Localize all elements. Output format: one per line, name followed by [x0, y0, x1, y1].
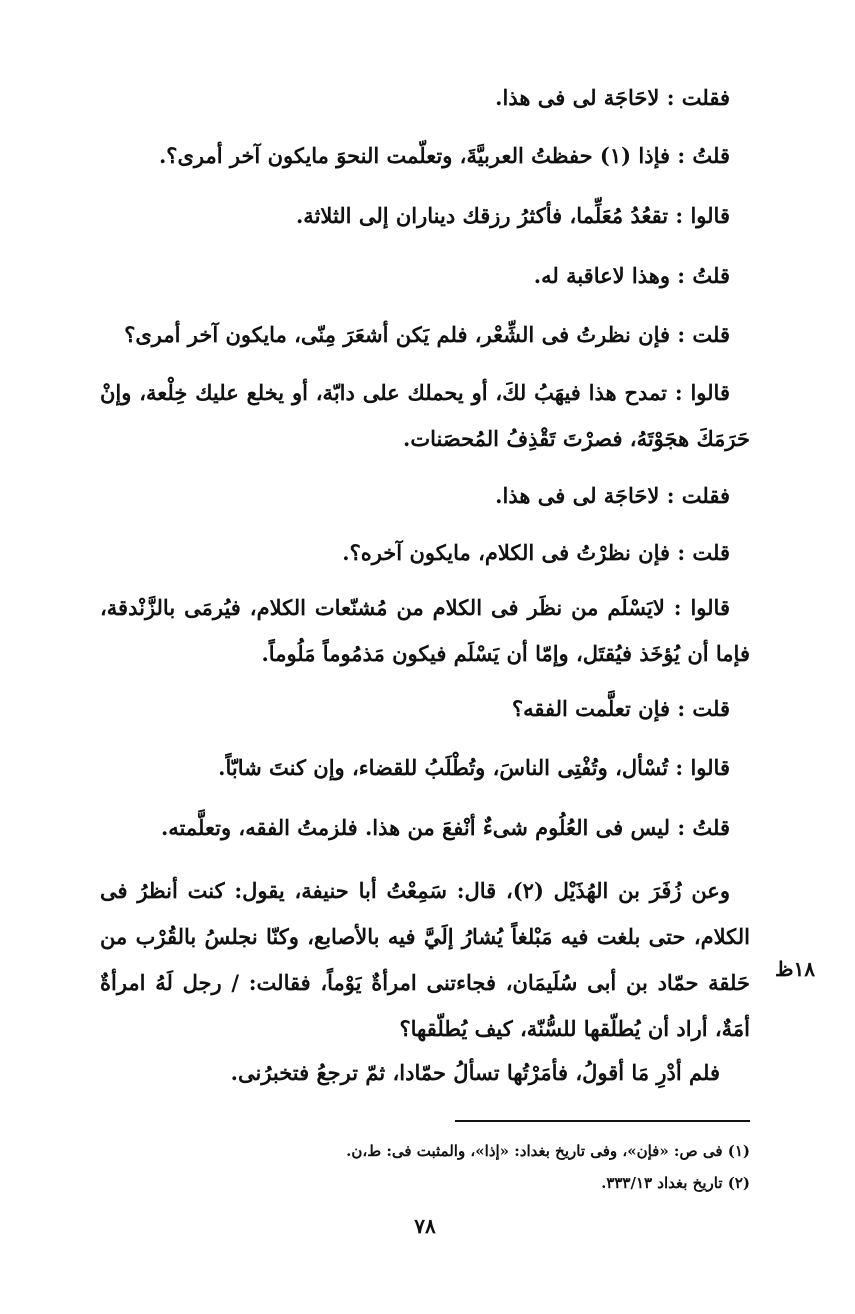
footnote: (٢) تاريخ بغداد ٣٣٣/١٣.: [601, 1174, 750, 1192]
margin-folio-note: ١٨ظ: [775, 957, 815, 981]
text-line: قلت : فإن تعلَّمت الفقه؟: [511, 696, 730, 721]
footnote-separator: [455, 1120, 750, 1122]
text-line: فقلت : لاحَاجَة لى فى هذا.: [495, 85, 730, 110]
paragraph: قالوا : تمدح هذا فيهَبُ لكَ، أو يحملك على دابّة، أو يخلع عليك خِلْعة، وإنْ حَرَمَكَ هجَوْتَهُ، فصرْتَ تَقْذِفُ المُحصَنات.: [100, 380, 750, 451]
text-line: قلت : فإن نظرتُ فى الشِّعْر، فلم يَكن أشعَرَ مِنّى، مايكون آخر أمرى؟: [124, 322, 730, 347]
text-line: قلتُ : ليس فى العُلُوم شىءٌ أنْفعَ من هذا. فلزمتُ الفقه، وتعلَّمته.: [160, 815, 730, 840]
paragraph: قالوا : لايَسْلَم من نظَر فى الكلام من مُشنّعات الكلام، فيُرمَى بالزَّنْدقة، فإما أن يُؤخَذ فيُقتَل، وإمّا أن يَسْلَم فيكون مَذمُوماً مَلُوماً.: [100, 595, 750, 666]
text-line: قلتُ : وهذا لاعاقبة له.: [533, 263, 730, 288]
text-line: قلت : فإن نظرْتُ فى الكلام، مايكون آخره؟.: [342, 540, 730, 565]
footnote: (١) فى ص: «فإن»، وفى تاريخ بغداد: «إذا»، والمثبت فى: ط،ن.: [346, 1142, 750, 1160]
text-line: قالوا : تُسْأل، وتُفْتِى الناسَ، وتُطْلَبُ للقضاء، وإن كنتَ شابّاً.: [218, 755, 730, 780]
text-line: قالوا : تقعُدُ مُعَلِّما، فأكثرُ رزقك ديناران إلى الثلاثة.: [296, 203, 730, 228]
paragraph: وعن زُفَرَ بن الهُذَيْل (٢)، قال: سَمِعْتُ أبا حنيفة، يقول: كنت أنظرُ فى الكلام، حتى بلغت فيه مَبْلغاً يُشارُ إلَيَّ فيه بالأصابع، وكنّا نجلسُ بالقُرْب من حَلقة حمّاد بن أبى سُلَيمَان، فجاءتنى امرأةٌ يَوْماً، فقالت: / رجل لَهُ امرأةٌ أمَةٌ، أراد أن يُطلّقها للسُّنّة، كيف يُطلّقها؟: [100, 878, 750, 1041]
text-line: قلتُ : فإذا (١) حفظتُ العربيَّةَ، وتعلّمت النحوَ مايكون آخر أمرى؟.: [158, 143, 730, 168]
text-line: فقلت : لاحَاجَة لى فى هذا.: [495, 483, 730, 508]
text-line: فلم أدْرِ مَا أقولُ، فأمَرْتُها تسألُ حمّادا، ثمّ ترجعُ فتخبرُنى.: [230, 1060, 720, 1085]
page-number: ٧٨: [414, 1214, 436, 1238]
